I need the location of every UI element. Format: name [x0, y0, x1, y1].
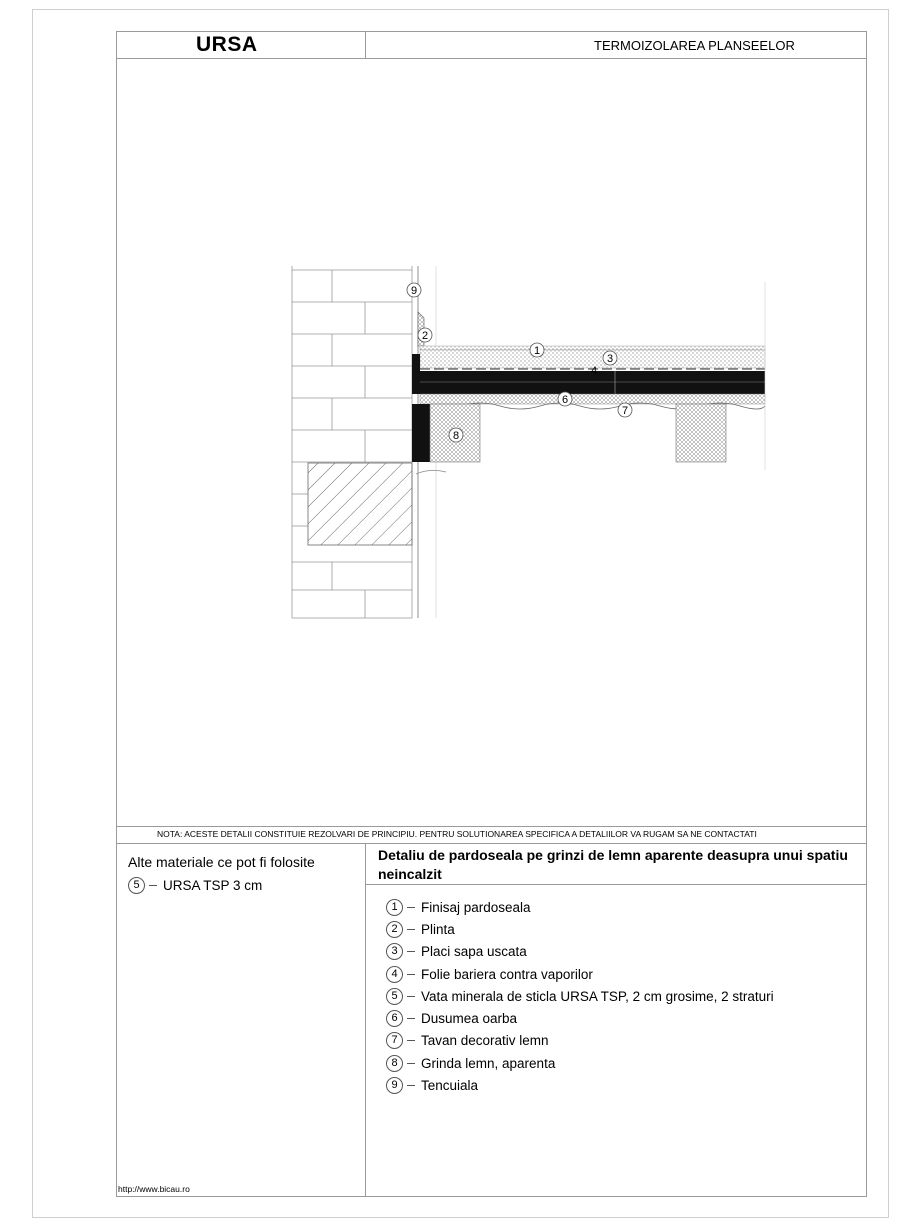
- brick-wall: [292, 266, 412, 618]
- number-badge: 1: [386, 899, 403, 916]
- legend-label: Tencuiala: [421, 1078, 479, 1093]
- legend-label: Tavan decorativ lemn: [421, 1033, 549, 1048]
- legend-label: Vata minerala de sticla URSA TSP, 2 cm grosime, 2 straturi: [421, 989, 774, 1004]
- number-badge: 8: [386, 1055, 403, 1072]
- blind-floor: [420, 394, 765, 404]
- legend-item: [386, 921, 455, 938]
- lintel: [308, 463, 412, 545]
- number-badge: 5: [128, 877, 145, 894]
- legend-item: [386, 1055, 555, 1072]
- disclaimer-note: NOTA: ACESTE DETALII CONSTITUIE REZOLVARI DE PRINCIPIU. PENTRU SOLUTIONAREA SPECIFICA A DETALIILOR VA RUGAM SA NE CONTACTATI: [157, 829, 757, 839]
- number-badge: 9: [386, 1077, 403, 1094]
- callout-8: 8: [452, 430, 460, 442]
- timber-beam: [676, 404, 726, 462]
- brand-logo: URSA: [196, 33, 258, 56]
- callout-7: 7: [621, 405, 629, 417]
- callout-1: 1: [533, 345, 541, 357]
- floor-finish: [420, 346, 765, 350]
- legend-label: Folie bariera contra vaporilor: [421, 967, 593, 982]
- number-badge: 5: [386, 988, 403, 1005]
- legend-item: [386, 1077, 478, 1094]
- detail-title: Detaliu de pardoseala pe grinzi de lemn aparente deasupra unui spatiu neincalzit: [378, 847, 848, 882]
- footer-link[interactable]: http://www.bicau.ro: [118, 1184, 190, 1194]
- legend-label: Finisaj pardoseala: [421, 900, 531, 915]
- legend-item: [386, 988, 774, 1005]
- callout-6: 6: [561, 394, 569, 406]
- callout-4: 4: [590, 365, 598, 377]
- alternatives-title: Alte materiale ce pot fi folosite: [128, 854, 315, 870]
- legend-item: [386, 943, 527, 960]
- number-badge: 2: [386, 921, 403, 938]
- legend-item: [386, 1010, 517, 1027]
- callout-9: 9: [410, 285, 418, 297]
- callout-2: 2: [421, 330, 429, 342]
- legend-label: Plinta: [421, 922, 455, 937]
- legend-item: [386, 1032, 549, 1049]
- number-badge: 4: [386, 966, 403, 983]
- callout-3: 3: [606, 353, 614, 365]
- legend-label: Placi sapa uscata: [421, 944, 527, 959]
- number-badge: 3: [386, 943, 403, 960]
- alternative-item: [128, 877, 262, 894]
- legend-item: [386, 966, 593, 983]
- number-badge: 7: [386, 1032, 403, 1049]
- number-badge: 6: [386, 1010, 403, 1027]
- legend-label: Dusumea oarba: [421, 1011, 518, 1026]
- legend-item: [386, 899, 531, 916]
- page-title: TERMOIZOLAREA PLANSEELOR: [594, 38, 795, 53]
- legend-label: Grinda lemn, aparenta: [421, 1056, 556, 1071]
- alternative-label: URSA TSP 3 cm: [163, 878, 263, 893]
